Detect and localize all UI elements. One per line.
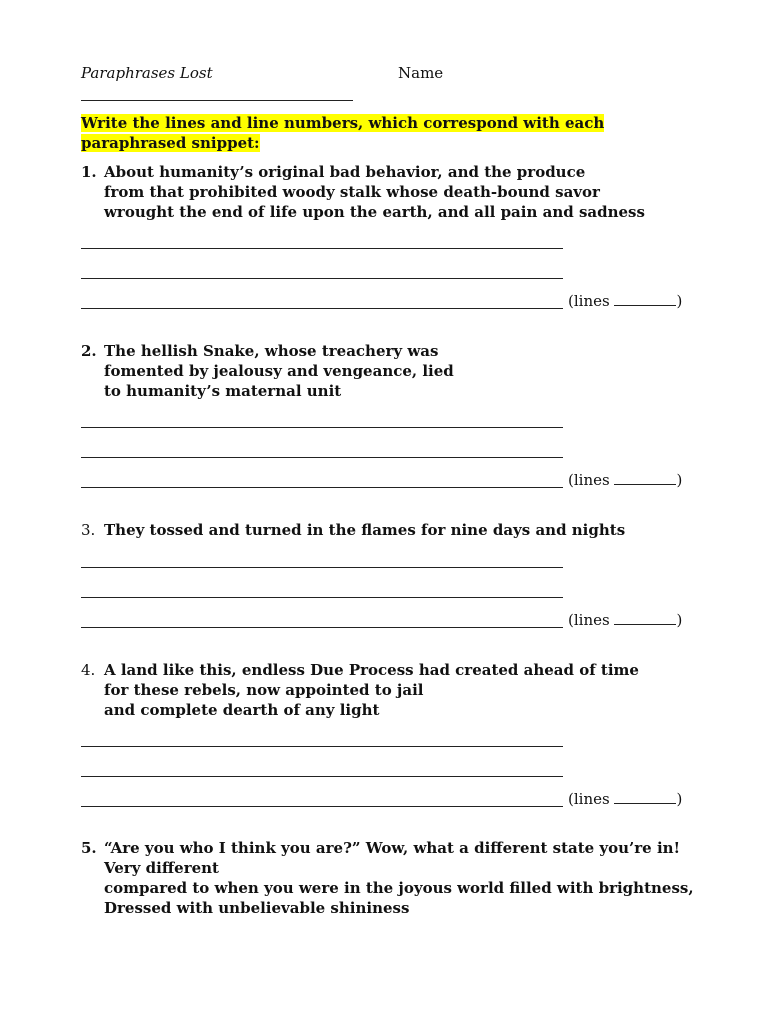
lines-prefix: (lines [568,611,615,629]
line-numbers-field [568,790,682,808]
question-line: from that prohibited woody stalk whose death-bound savor [104,183,600,201]
answer-line[interactable] [81,457,563,458]
question-line: compared to when you were in the joyous world filled with brightness, [104,879,694,897]
name-label: Name [398,64,444,82]
answer-line[interactable] [81,567,563,568]
line-numbers-field [568,471,682,489]
line-numbers-field [568,611,682,629]
instructions-line-1: Write the lines and line numbers, which correspond with each [81,114,605,132]
question-line: About humanity’s original bad behavior, and the produce [104,163,586,181]
header [81,64,641,84]
question-text [104,660,721,720]
question-line: Very different [104,859,219,877]
answer-line[interactable] [81,308,563,309]
lines-suffix: ) [676,790,683,808]
question-line: The hellish Snake, whose treachery was [104,342,439,360]
answer-line[interactable] [81,487,563,488]
instructions [81,113,641,153]
question-number: 3. [81,521,96,539]
answer-line[interactable] [81,597,563,598]
question-text [104,520,721,540]
line-numbers-blank[interactable] [614,293,676,306]
lines-prefix: (lines [568,292,615,310]
question-text [104,162,721,222]
question-line: and complete dearth of any light [104,701,380,719]
question-line: to humanity’s maternal unit [104,382,342,400]
lines-prefix: (lines [568,471,615,489]
answer-line[interactable] [81,806,563,807]
question-line: for these rebels, now appointed to jail [104,681,424,699]
question-2 [81,341,721,401]
question-line: wrought the end of life upon the earth, and all pain and sadness [104,203,645,221]
lines-suffix: ) [676,292,683,310]
name-blank-line [81,100,353,101]
answer-line[interactable] [81,248,563,249]
question-text [104,838,721,918]
question-number: 2. [81,342,97,360]
question-5 [81,838,721,918]
lines-prefix: (lines [568,790,615,808]
question-number: 4. [81,661,96,679]
question-line: fomented by jealousy and vengeance, lied [104,362,454,380]
document-title: Paraphrases Lost [81,64,213,82]
question-1 [81,162,721,222]
question-line: “Are you who I think you are?” Wow, what a different state you’re in! [104,839,681,857]
answer-line[interactable] [81,627,563,628]
instructions-line-2: paraphrased snippet: [81,134,260,152]
question-4 [81,660,721,720]
answer-line[interactable] [81,278,563,279]
question-line: They tossed and turned in the flames for nine days and nights [104,521,626,539]
question-3 [81,520,721,540]
answer-line[interactable] [81,427,563,428]
line-numbers-blank[interactable] [614,612,676,625]
line-numbers-blank[interactable] [614,472,676,485]
line-numbers-blank[interactable] [614,791,676,804]
answer-line[interactable] [81,746,563,747]
question-text [104,341,721,401]
question-line: Dressed with unbelievable shininess [104,899,410,917]
question-number: 5. [81,839,97,857]
lines-suffix: ) [676,611,683,629]
question-number: 1. [81,163,97,181]
answer-line[interactable] [81,776,563,777]
question-line: A land like this, endless Due Process had created ahead of time [104,661,639,679]
lines-suffix: ) [676,471,683,489]
line-numbers-field [568,292,682,310]
